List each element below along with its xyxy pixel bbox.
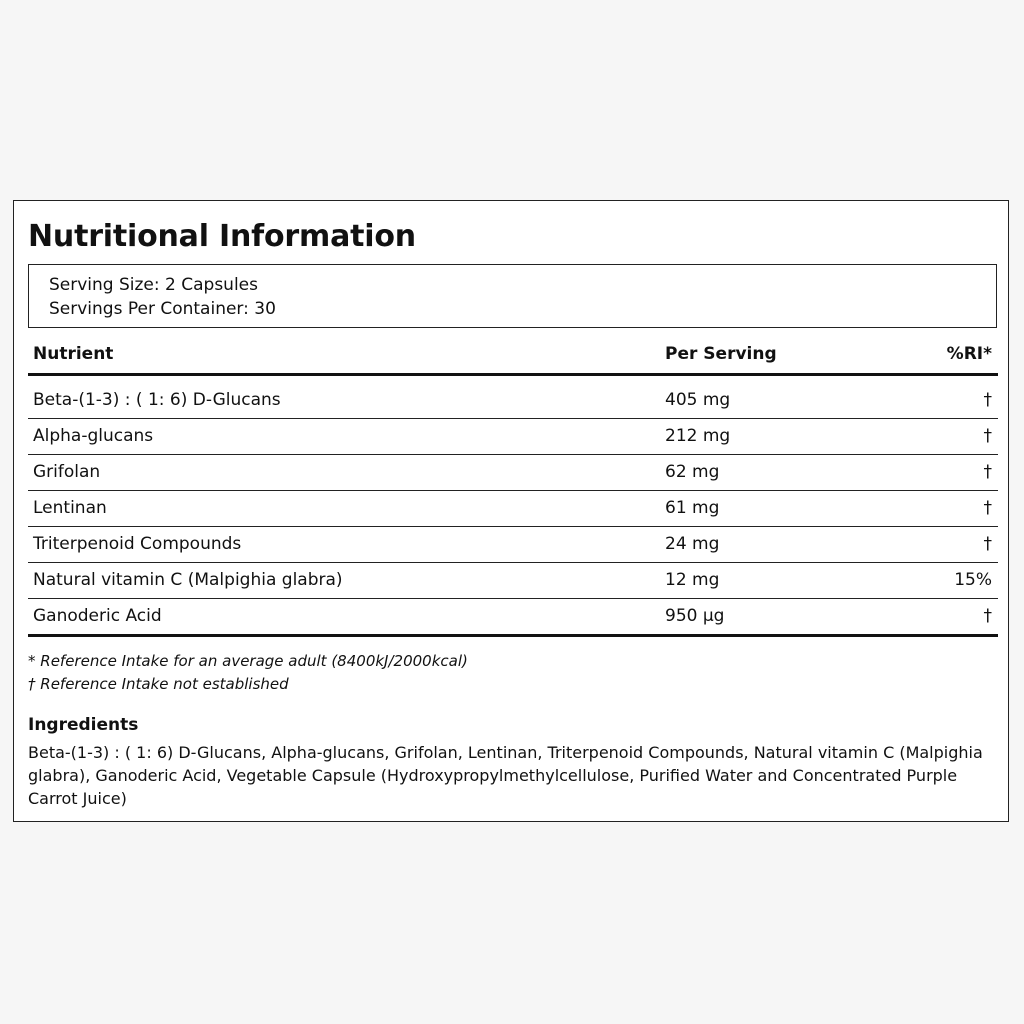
nutrient-name: Grifolan bbox=[33, 462, 101, 482]
table-row bbox=[28, 376, 998, 419]
table-row bbox=[28, 491, 998, 527]
table-row bbox=[28, 527, 998, 563]
nutrient-ri: † bbox=[983, 606, 992, 626]
nutrient-name: Alpha-glucans bbox=[33, 426, 154, 446]
table-row bbox=[28, 599, 998, 637]
nutrient-per-serving: 950 µg bbox=[665, 606, 725, 626]
nutrient-per-serving: 405 mg bbox=[665, 390, 731, 410]
header-per-serving: Per Serving bbox=[665, 344, 777, 364]
nutrient-per-serving: 24 mg bbox=[665, 534, 720, 554]
serving-size: Serving Size: 2 Capsules bbox=[49, 275, 258, 295]
nutrient-ri: † bbox=[983, 390, 992, 410]
nutrient-ri: † bbox=[983, 534, 992, 554]
footnote-reference-intake: * Reference Intake for an average adult (8400kJ/2000kcal) bbox=[28, 652, 468, 670]
table-row bbox=[28, 419, 998, 455]
header-nutrient: Nutrient bbox=[33, 344, 114, 364]
nutrient-per-serving: 62 mg bbox=[665, 462, 720, 482]
page-title: Nutritional Information bbox=[28, 219, 416, 254]
table-header-row bbox=[28, 337, 998, 376]
nutrient-name: Ganoderic Acid bbox=[33, 606, 162, 626]
header-ri: %RI* bbox=[946, 344, 992, 364]
nutrient-ri: † bbox=[983, 498, 992, 518]
nutrition-panel bbox=[13, 200, 1009, 822]
table-row bbox=[28, 455, 998, 491]
nutrient-ri: † bbox=[983, 426, 992, 446]
nutrient-per-serving: 12 mg bbox=[665, 570, 720, 590]
serving-info-box bbox=[28, 264, 997, 328]
ingredients-text: Beta-(1-3) : ( 1: 6) D-Glucans, Alpha-glucans, Grifolan, Lentinan, Triterpenoid Compounds, Natural vitamin C (Malpighia glabra), Ganoderic Acid, Vegetable Capsule (Hydroxypropylmethylcellulose, Purified Water and Concentrated Purple Carrot Juice) bbox=[28, 743, 983, 808]
table-row bbox=[28, 563, 998, 599]
nutrient-name: Natural vitamin C (Malpighia glabra) bbox=[33, 570, 343, 590]
nutrient-name: Lentinan bbox=[33, 498, 107, 518]
nutrient-per-serving: 61 mg bbox=[665, 498, 720, 518]
footnotes bbox=[28, 650, 468, 696]
nutrient-per-serving: 212 mg bbox=[665, 426, 731, 446]
ingredients-title: Ingredients bbox=[28, 715, 139, 735]
footnote-not-established: † Reference Intake not established bbox=[28, 675, 289, 693]
nutrient-name: Beta-(1-3) : ( 1: 6) D-Glucans bbox=[33, 390, 281, 410]
servings-per-container: Servings Per Container: 30 bbox=[49, 299, 276, 319]
nutrient-name: Triterpenoid Compounds bbox=[33, 534, 242, 554]
nutrient-ri: 15% bbox=[954, 570, 992, 590]
nutrient-table bbox=[28, 337, 998, 637]
nutrient-ri: † bbox=[983, 462, 992, 482]
